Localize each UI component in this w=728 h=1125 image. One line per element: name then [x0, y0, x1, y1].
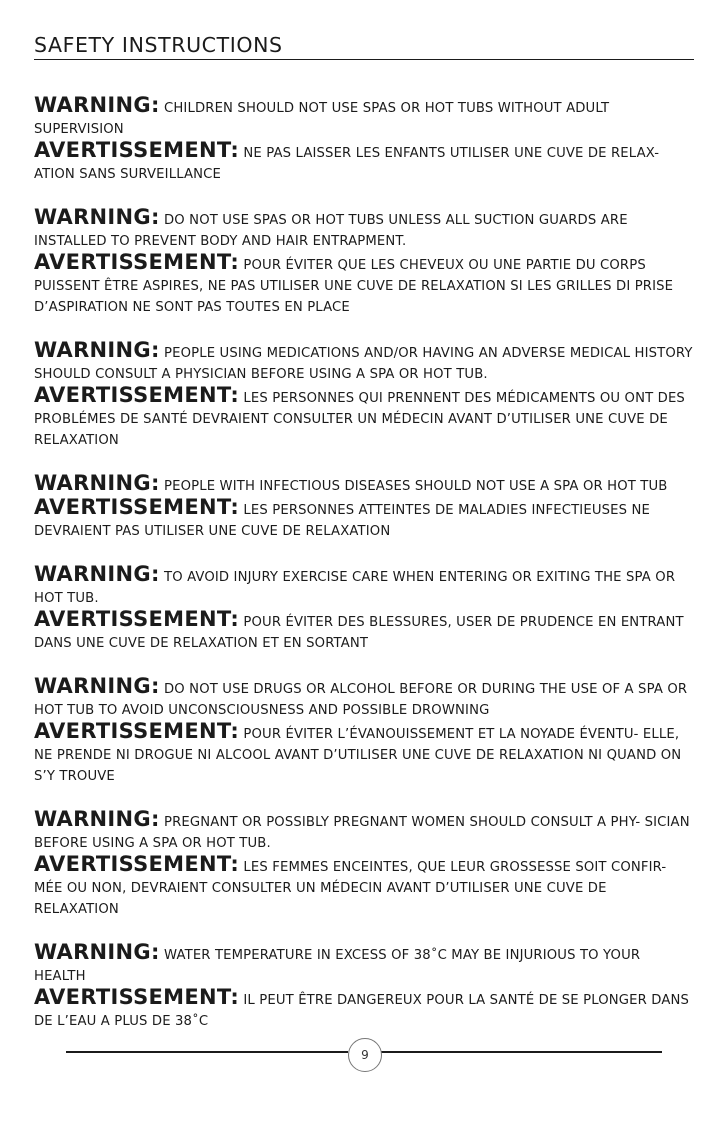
avertissement-label: AVERTISSEMENT:: [34, 985, 240, 1009]
warning-french: [34, 987, 694, 1032]
warning-text: DO NOT USE SPAS OR HOT TUBS UNLESS ALL SUCTION GUARDS ARE INSTALLED TO PREVENT BODY AND HAIR ENTRAPMENT.: [34, 213, 628, 249]
warning-french: [34, 497, 694, 542]
title-divider: [34, 59, 694, 60]
warning-text: PEOPLE WITH INFECTIOUS DISEASES SHOULD NOT USE A SPA OR HOT TUB: [164, 479, 668, 494]
warning-french: [34, 609, 694, 654]
avertissement-text: LES PERSONNES QUI PRENNENT DES MÉDICAMENTS OU ONT DES PROBLÉMES DE SANTÉ DEVRAIENT CONSULTER UN MÉDECIN AVANT D’UTILISER UNE CUVE DE RELAXATION: [34, 391, 685, 448]
warning-block-suction-guards: [34, 207, 694, 318]
avertissement-label: AVERTISSEMENT:: [34, 138, 240, 162]
warning-english: [34, 809, 694, 854]
warning-block-pregnant: [34, 809, 694, 920]
avertissement-label: AVERTISSEMENT:: [34, 852, 240, 876]
warning-block-medications: [34, 340, 694, 451]
warning-french: [34, 854, 694, 920]
warning-text: PEOPLE USING MEDICATIONS AND/OR HAVING AN ADVERSE MEDICAL HISTORY SHOULD CONSULT A PHYSICIAN BEFORE USING A SPA OR HOT TUB.: [34, 346, 693, 382]
warning-label: WARNING:: [34, 205, 160, 229]
avertissement-label: AVERTISSEMENT:: [34, 250, 240, 274]
warnings-list: [34, 95, 694, 1054]
warning-block-children: [34, 95, 694, 185]
avertissement-label: AVERTISSEMENT:: [34, 495, 240, 519]
page-number: 9: [348, 1038, 382, 1072]
warning-french: [34, 721, 694, 787]
avertissement-text: LES FEMMES ENCEINTES, QUE LEUR GROSSESSE SOIT CONFIR- MÉE OU NON, DEVRAIENT CONSULTER UN MÉDECIN AVANT D’UTILISER UNE CUVE DE RELAXATION: [34, 860, 667, 917]
warning-label: WARNING:: [34, 807, 160, 831]
warning-french: [34, 140, 694, 185]
footer-divider-left: [66, 1051, 348, 1053]
warning-text: DO NOT USE DRUGS OR ALCOHOL BEFORE OR DURING THE USE OF A SPA OR HOT TUB TO AVOID UNCONSCIOUSNESS AND POSSIBLE DROWNING: [34, 682, 688, 718]
avertissement-label: AVERTISSEMENT:: [34, 383, 240, 407]
warning-english: [34, 95, 694, 140]
warning-english: [34, 473, 694, 497]
warning-text: CHILDREN SHOULD NOT USE SPAS OR HOT TUBS WITHOUT ADULT SUPERVISION: [34, 101, 610, 137]
avertissement-text: IL PEUT ÊTRE DANGEREUX POUR LA SANTÉ DE SE PLONGER DANS DE L’EAU A PLUS DE 38˚C: [34, 993, 690, 1029]
warning-label: WARNING:: [34, 674, 160, 698]
warning-label: WARNING:: [34, 471, 160, 495]
warning-text: WATER TEMPERATURE IN EXCESS OF 38˚C MAY BE INJURIOUS TO YOUR HEALTH: [34, 948, 641, 984]
warning-english: [34, 564, 694, 609]
warning-text: TO AVOID INJURY EXERCISE CARE WHEN ENTERING OR EXITING THE SPA OR HOT TUB.: [34, 570, 676, 606]
warning-label: WARNING:: [34, 93, 160, 117]
page-title: SAFETY INSTRUCTIONS: [34, 33, 283, 57]
warning-french: [34, 252, 694, 318]
warning-english: [34, 340, 694, 385]
avertissement-label: AVERTISSEMENT:: [34, 607, 240, 631]
warning-label: WARNING:: [34, 338, 160, 362]
warning-french: [34, 385, 694, 451]
warning-english: [34, 676, 694, 721]
avertissement-label: AVERTISSEMENT:: [34, 719, 240, 743]
avertissement-text: LES PERSONNES ATTEINTES DE MALADIES INFECTIEUSES NE DEVRAIENT PAS UTILISER UNE CUVE DE RELAXATION: [34, 503, 650, 539]
warning-block-water-temperature: [34, 942, 694, 1032]
avertissement-text: NE PAS LAISSER LES ENFANTS UTILISER UNE CUVE DE RELAX- ATION SANS SURVEILLANCE: [34, 146, 660, 182]
warning-english: [34, 207, 694, 252]
warning-label: WARNING:: [34, 562, 160, 586]
avertissement-text: POUR ÉVITER QUE LES CHEVEUX OU UNE PARTIE DU CORPS PUISSENT ÊTRE ASPIRES, NE PAS UTILISER UNE CUVE DE RELAXATION SI LES GRILLES DI PRISE D’ASPIRATION NE SONT PAS TOUTES EN PLACE: [34, 258, 674, 315]
warning-block-injury: [34, 564, 694, 654]
footer-divider-right: [381, 1051, 662, 1053]
avertissement-text: POUR ÉVITER L’ÉVANOUISSEMENT ET LA NOYADE ÉVENTU- ELLE, NE PRENDE NI DROGUE NI ALCOOL AVANT D’UTILISER UNE CUVE DE RELAXATION NI QUAND ON S’Y TROUVE: [34, 727, 682, 784]
warning-block-infectious-diseases: [34, 473, 694, 542]
warning-english: [34, 942, 694, 987]
warning-text: PREGNANT OR POSSIBLY PREGNANT WOMEN SHOULD CONSULT A PHY- SICIAN BEFORE USING A SPA OR HOT TUB.: [34, 815, 690, 851]
avertissement-text: POUR ÉVITER DES BLESSURES, USER DE PRUDENCE EN ENTRANT DANS UNE CUVE DE RELAXATION ET EN SORTANT: [34, 615, 684, 651]
warning-label: WARNING:: [34, 940, 160, 964]
warning-block-drugs-alcohol: [34, 676, 694, 787]
